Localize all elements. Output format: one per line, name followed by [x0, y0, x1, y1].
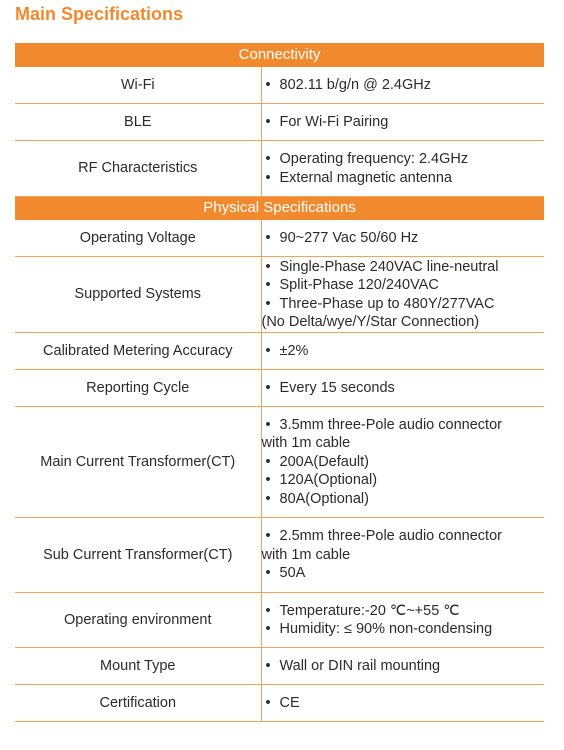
spec-label: Reporting Cycle — [15, 370, 261, 407]
spec-value — [261, 407, 544, 518]
spec-label: Main Current Transformer(CT) — [15, 407, 261, 518]
section-title: Physical Specifications — [15, 197, 544, 220]
specifications-table-body — [15, 44, 544, 722]
spec-value-bullet: • Wall or DIN rail mounting — [262, 657, 545, 676]
spec-label: Calibrated Metering Accuracy — [15, 333, 261, 370]
spec-value-bullet: • Split-Phase 120/240VAC — [262, 276, 545, 295]
spec-value-bullet: • 50A — [262, 564, 545, 583]
spec-row — [15, 593, 544, 648]
spec-value-continuation: (No Delta/wye/Y/Star Connection) — [261, 314, 480, 330]
spec-row — [15, 141, 544, 197]
spec-value-bullet: • Every 15 seconds — [262, 379, 545, 398]
spec-value-bullet: • Humidity: ≤ 90% non-condensing — [262, 620, 545, 639]
spec-value-bullet: • Three-Phase up to 480Y/277VAC — [262, 295, 545, 314]
spec-value — [261, 370, 544, 407]
spec-value — [261, 593, 544, 648]
spec-row — [15, 67, 544, 104]
spec-value-bullet: • 2.5mm three-Pole audio connector — [262, 527, 545, 546]
section-header — [15, 44, 544, 67]
spec-label: Certification — [15, 685, 261, 722]
section-header — [15, 197, 544, 220]
spec-row — [15, 257, 544, 333]
spec-value-continuation: with 1m cable — [261, 435, 351, 452]
spec-label: Operating Voltage — [15, 220, 261, 257]
spec-row — [15, 648, 544, 685]
spec-value-bullet: • CE — [262, 694, 545, 713]
spec-value — [261, 333, 544, 370]
spec-label: Wi-Fi — [15, 67, 261, 104]
spec-value-bullet: • ±2% — [262, 342, 545, 361]
spec-value-bullet: • Operating frequency: 2.4GHz — [262, 150, 545, 169]
spec-value-bullet: • 802.11 b/g/n @ 2.4GHz — [262, 76, 545, 95]
spec-value — [261, 518, 544, 593]
spec-value — [261, 141, 544, 197]
spec-value — [261, 67, 544, 104]
spec-value-bullet: • 120A(Optional) — [262, 471, 545, 490]
spec-row — [15, 370, 544, 407]
spec-row — [15, 685, 544, 722]
spec-value-bullet: • External magnetic antenna — [262, 169, 545, 188]
spec-value-bullet: • For Wi-Fi Pairing — [262, 113, 545, 132]
spec-value — [261, 104, 544, 141]
spec-value — [261, 257, 544, 333]
spec-value-bullet: • 90~277 Vac 50/60 Hz — [262, 229, 545, 248]
spec-value-bullet: • Single-Phase 240VAC line-neutral — [262, 258, 545, 277]
spec-label: BLE — [15, 104, 261, 141]
spec-row — [15, 333, 544, 370]
spec-label: RF Characteristics — [15, 141, 261, 197]
spec-label: Mount Type — [15, 648, 261, 685]
spec-row — [15, 220, 544, 257]
section-title: Connectivity — [15, 44, 544, 67]
spec-label: Supported Systems — [15, 257, 261, 333]
spec-value — [261, 685, 544, 722]
spec-value-bullet: • Temperature:-20 ℃~+55 ℃ — [262, 602, 545, 621]
spec-value-bullet: • 3.5mm three-Pole audio connector — [262, 416, 545, 435]
spec-value-bullet: • 80A(Optional) — [262, 490, 545, 509]
spec-value — [261, 220, 544, 257]
spec-value — [261, 648, 544, 685]
spec-label: Sub Current Transformer(CT) — [15, 518, 261, 593]
spec-row — [15, 518, 544, 593]
specifications-table — [15, 43, 544, 722]
spec-row — [15, 407, 544, 518]
spec-row — [15, 104, 544, 141]
page-title: Main Specifications — [15, 4, 184, 24]
spec-label: Operating environment — [15, 593, 261, 648]
spec-value-continuation: with 1m cable — [261, 546, 351, 563]
spec-value-bullet: • 200A(Default) — [262, 453, 545, 472]
